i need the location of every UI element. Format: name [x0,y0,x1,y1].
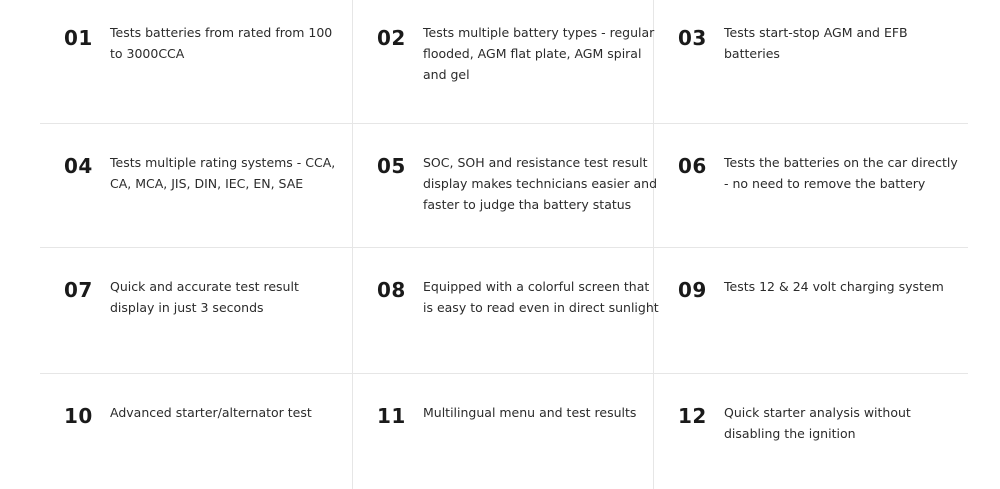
feature-number: 08 [377,278,406,302]
feature-grid [40,0,968,489]
feature-item [654,374,968,489]
feature-number: 01 [64,26,93,50]
feature-item [353,124,658,248]
feature-text: Quick and accurate test result display in just 3 seconds [110,279,299,315]
feature-item [353,248,659,374]
feature-number: 10 [64,404,93,428]
feature-number: 11 [377,404,406,428]
feature-number: 12 [678,404,707,428]
feature-item [654,124,968,248]
feature-item [40,0,353,124]
feature-item [353,0,654,124]
feature-text: Tests the batteries on the car directly - no need to remove the battery [724,155,958,191]
feature-text: Tests 12 & 24 volt charging system [724,279,944,294]
feature-number: 07 [64,278,93,302]
feature-text: Quick starter analysis without disabling the ignition [724,405,911,441]
feature-item [40,248,353,374]
feature-text: Multilingual menu and test results [423,405,637,420]
feature-number: 09 [678,278,707,302]
feature-item [353,374,654,489]
feature-number: 03 [678,26,707,50]
feature-text: Tests start-stop AGM and EFB batteries [724,25,908,61]
feature-number: 02 [377,26,406,50]
feature-text: Tests batteries from rated from 100 to 3000CCA [110,25,333,61]
feature-text: Tests multiple rating systems - CCA, CA, MCA, JIS, DIN, IEC, EN, SAE [110,155,336,191]
feature-item [654,248,968,374]
feature-item [654,0,968,124]
feature-number: 04 [64,154,93,178]
feature-item [40,124,353,248]
feature-number: 06 [678,154,707,178]
feature-text: Equipped with a colorful screen that is easy to read even in direct sunlight [423,279,659,315]
feature-text: Tests multiple battery types - regular flooded, AGM flat plate, AGM spiral and gel [423,25,655,82]
feature-text: Advanced starter/alternator test [110,405,312,420]
feature-number: 05 [377,154,406,178]
feature-item [40,374,353,489]
feature-text: SOC, SOH and resistance test result display makes technicians easier and faster to judge tha battery status [423,155,658,212]
